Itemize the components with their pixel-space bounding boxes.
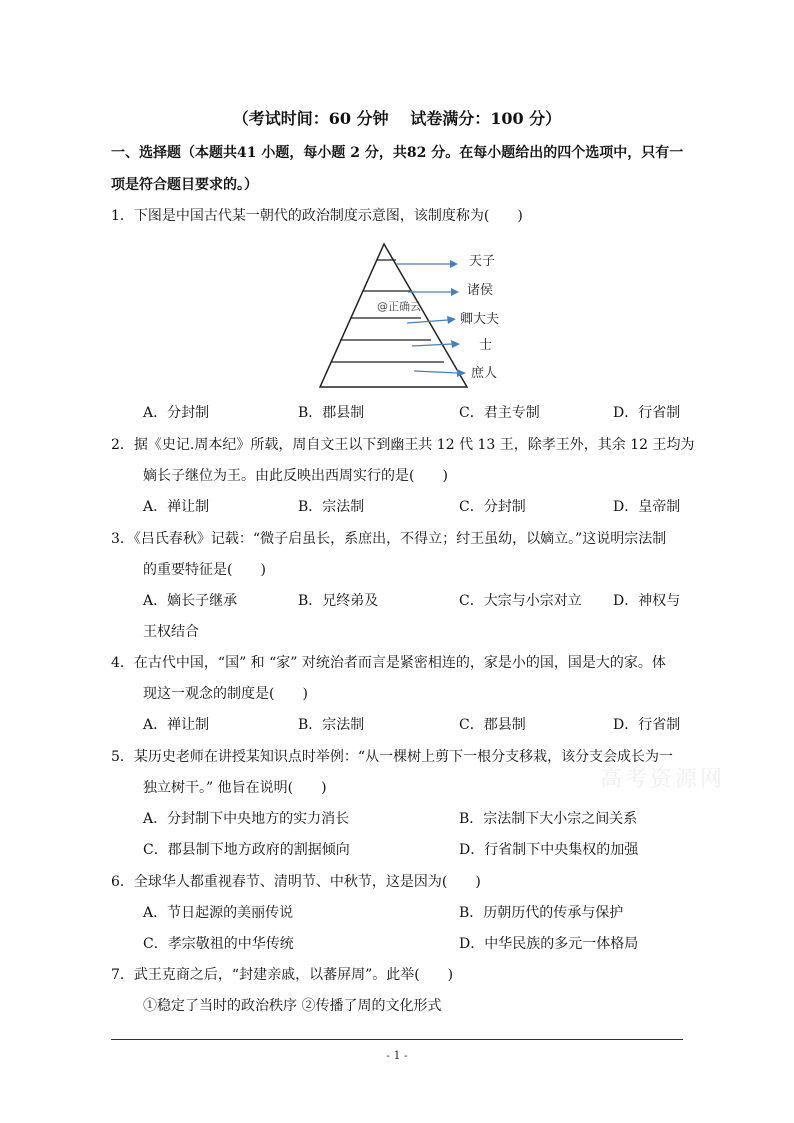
question-3-stem-cont: 的重要特征是( ) [143,562,266,578]
label-shuren: 庶人 [471,366,498,381]
q4-option-d: D．行省制 [613,717,681,733]
q4-option-b: B．宗法制 [298,717,365,733]
question-1-stem: 1．下图是中国古代某一朝代的政治制度示意图，该制度称为( ) [111,208,523,224]
label-shi: 士 [479,338,493,353]
footer-divider [111,1039,683,1040]
q3-option-d: D．神权与 [613,593,681,609]
q6-option-d: D．中华民族的多元一体格局 [459,936,639,952]
question-2-stem-cont: 嫡长子继位为王。由此反映出西周实行的是( ) [143,468,448,484]
q4-option-c: C．郡县制 [459,717,526,733]
q6-option-c: C．孝宗敬祖的中华传统 [143,936,294,952]
q5-option-a: A．分封制下中央地方的实力消长 [143,811,350,827]
q5-option-c: C．郡县制下地方政府的割据倾向 [143,842,350,858]
page-title: （考试时间：60 分钟 试卷满分：100 分） [232,109,562,128]
q6-option-b: B．历朝历代的传承与保护 [459,905,624,921]
question-6-stem: 6．全球华人都重视春节、清明节、中秋节，这是因为( ) [111,874,481,890]
q2-option-d: D．皇帝制 [613,499,681,515]
q3-option-d-cont: 王权结合 [143,624,199,640]
page-number: - 1 - [386,1049,408,1062]
label-qingdafu: 卿大夫 [460,312,500,327]
label-zhuhou: 诸侯 [467,283,494,298]
question-5-stem-cont: 独立树干。” 他旨在说明( ) [143,780,327,796]
label-tianzi: 天子 [469,254,496,269]
question-4-stem: 4．在古代中国，“国” 和 “家” 对统治者而言是紧密相连的，家是小的国，国是大的家。体 [111,655,666,671]
arrow-shuren [414,369,466,377]
q6-option-a: A．节日起源的美丽传说 [143,905,294,921]
diagram-watermark: @正确云 [377,300,421,313]
q5-option-d: D．行省制下中央集权的加强 [459,842,639,858]
section-heading-line-2: 项是符合题目要求的。） [111,177,258,193]
q4-option-a: A．禅让制 [143,717,210,733]
question-7-items: ①稳定了当时的政治秩序 ②传播了周的文化形式 [143,998,442,1014]
question-2-stem: 2．据《史记.周本纪》所载，周自文王以下到幽王共 12 代 13 王，除孝王外，其余 12 王均为 [111,437,695,453]
q1-option-b: B．郡县制 [298,405,365,421]
q5-option-b: B．宗法制下大小宗之间关系 [459,811,638,827]
q1-option-a: A．分封制 [143,405,210,421]
q2-option-a: A．禅让制 [143,499,210,515]
q3-option-a: A．嫡长子继承 [143,593,238,609]
q2-option-b: B．宗法制 [298,499,365,515]
q3-option-c: C．大宗与小宗对立 [459,593,582,609]
q1-option-d: D．行省制 [613,405,681,421]
arrow-shi [412,340,460,348]
question-7-stem: 7．武王克商之后，“封建亲戚，以蕃屏周”。此举( ) [111,967,454,983]
pyramid-outline [320,244,467,387]
arrow-tianzi [396,260,458,268]
arrow-qingdafu [407,316,456,324]
question-5-stem: 5．某历史老师在讲授某知识点时举例：“从一棵树上剪下一根分支移栽，该分支会成长为一 [111,749,674,765]
q2-option-c: C．分封制 [459,499,526,515]
question-4-stem-cont: 现这一观念的制度是( ) [143,686,308,702]
pyramid-diagram [300,238,520,394]
q1-option-c: C．君主专制 [459,405,540,421]
q3-option-b: B．兄终弟及 [298,593,379,609]
arrow-zhuhou [408,288,459,296]
page-watermark: 高考资源网 [600,767,726,792]
section-heading-line-1: 一、选择题（本题共41 小题，每小题 2 分，共82 分。在每小题给出的四个选项中，只有一 [111,145,684,161]
question-3-stem: 3．《吕氏春秋》记载：“微子启虽长，系庶出，不得立；纣王虽幼，以嫡立。”这说明宗法制 [111,531,667,547]
